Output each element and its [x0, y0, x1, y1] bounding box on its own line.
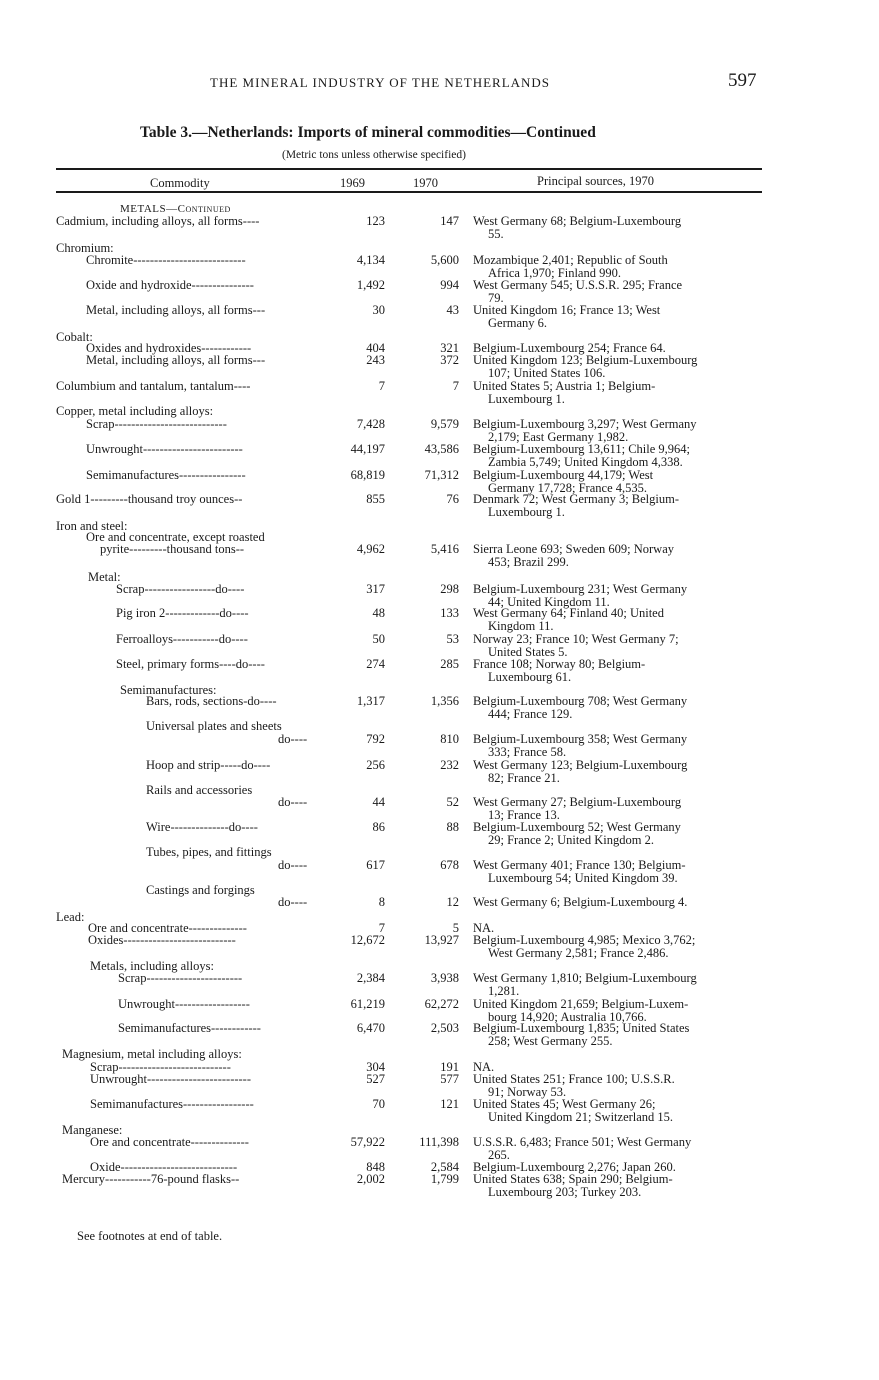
principal-sources [473, 733, 769, 759]
source-line: West Germany 545; U.S.S.R. 295; France [473, 278, 683, 292]
source-line: Luxembourg 1. [488, 505, 565, 519]
source-line: Germany 17,728; France 4,535. [488, 481, 647, 495]
source-line: United Kingdom 123; Belgium-Luxembourg [473, 353, 698, 367]
principal-sources [473, 972, 769, 998]
column-header-principal-sources: Principal sources, 1970 [537, 174, 654, 188]
commodity-label: Ore and concentrate-------------- [90, 1135, 249, 1149]
commodity-label: Bars, rods, sections-do---- [146, 694, 277, 708]
principal-sources [473, 1136, 769, 1162]
principal-sources [473, 354, 769, 380]
source-line: Belgium-Luxembourg 4,985; Mexico 3,762; [473, 933, 696, 947]
value-1969: 243 [366, 353, 385, 367]
value-1970: 13,927 [424, 933, 459, 947]
commodity-label: Hoop and strip-----do---- [146, 758, 271, 772]
value-1969: 50 [372, 632, 385, 646]
commodity-label: Cobalt: [56, 330, 93, 344]
value-1969: 304 [366, 1060, 385, 1074]
commodity-label: Scrap--------------------------- [90, 1060, 231, 1074]
commodity-label: Semimanufactures------------ [118, 1021, 261, 1035]
principal-sources [473, 821, 769, 847]
value-1970: 12 [446, 895, 459, 909]
value-1970: 2,503 [430, 1021, 459, 1035]
principal-sources [473, 418, 769, 444]
source-line: Belgium-Luxembourg 231; West Germany [473, 582, 688, 596]
commodity-label: Oxides and hydroxides------------ [86, 341, 252, 355]
value-1970: 71,312 [424, 468, 459, 482]
value-1969: 123 [366, 214, 385, 228]
source-line: Kingdom 11. [488, 619, 554, 633]
source-line: Mozambique 2,401; Republic of South [473, 253, 668, 267]
commodity-label: Ferroalloys-----------do---- [116, 632, 248, 646]
value-1970: 191 [440, 1060, 459, 1074]
commodity-label: Pig iron 2-------------do---- [116, 606, 249, 620]
commodity-label: Lead: [56, 910, 85, 924]
commodity-label: Metal, including alloys, all forms--- [86, 353, 266, 367]
principal-sources [473, 543, 769, 569]
source-line: 79. [488, 291, 504, 305]
source-line: 13; France 13. [488, 808, 560, 822]
commodity-label: Scrap-----------------do---- [116, 582, 245, 596]
value-1969: 7,428 [356, 417, 385, 431]
column-header-1970: 1970 [413, 176, 438, 190]
value-1969: 527 [366, 1072, 385, 1086]
principal-sources [473, 279, 769, 305]
commodity-label: do---- [278, 858, 308, 872]
principal-sources [473, 859, 769, 885]
source-line: 91; Norway 53. [488, 1085, 567, 1099]
source-line: Belgium-Luxembourg 358; West Germany [473, 732, 688, 746]
value-1970: 7 [452, 379, 459, 393]
source-line: 265. [488, 1148, 510, 1162]
source-line: 29; France 2; United Kingdom 2. [488, 833, 654, 847]
value-1969: 4,134 [356, 253, 385, 267]
principal-sources [473, 304, 769, 330]
footnote-reference: See footnotes at end of table. [77, 1229, 223, 1243]
value-1970: 285 [440, 657, 459, 671]
value-1969: 792 [366, 732, 385, 746]
source-line: NA. [473, 921, 495, 935]
principal-sources [473, 1098, 769, 1124]
principal-sources [473, 896, 769, 909]
value-1970: 76 [446, 492, 459, 506]
source-line: Luxembourg 1. [488, 392, 565, 406]
value-1970: 372 [440, 353, 459, 367]
table-subtitle: (Metric tons unless otherwise specified) [282, 149, 466, 161]
commodity-label: Chromium: [56, 241, 114, 255]
value-1969: 86 [372, 820, 385, 834]
value-1970: 810 [440, 732, 459, 746]
principal-sources [473, 215, 769, 241]
commodity-label: Ore and concentrate-------------- [88, 921, 247, 935]
column-header-1969: 1969 [340, 176, 365, 190]
value-1969: 2,384 [356, 971, 385, 985]
source-line: Belgium-Luxembourg 3,297; West Germany [473, 417, 697, 431]
commodity-label: Manganese: [62, 1123, 123, 1137]
value-1970: 5,600 [430, 253, 459, 267]
value-1969: 2,002 [356, 1172, 385, 1186]
principal-sources [473, 695, 769, 721]
source-line: NA. [473, 1060, 495, 1074]
column-header-commodity: Commodity [150, 176, 210, 190]
commodity-label: Oxides--------------------------- [88, 933, 236, 947]
source-line: Norway 23; France 10; West Germany 7; [473, 632, 679, 646]
commodity-label: Metals, including alloys: [90, 959, 214, 973]
value-1970: 2,584 [430, 1160, 459, 1174]
value-1969: 30 [372, 303, 385, 317]
value-1970: 133 [440, 606, 459, 620]
source-line: United States 45; West Germany 26; [473, 1097, 656, 1111]
value-1970: 53 [446, 632, 459, 646]
principal-sources [473, 607, 769, 633]
value-1970: 298 [440, 582, 459, 596]
value-1970: 5 [452, 921, 459, 935]
value-1969: 1,492 [356, 278, 385, 292]
value-1970: 321 [440, 341, 459, 355]
commodity-label: Unwrought------------------------- [90, 1072, 252, 1086]
source-line: France 108; Norway 80; Belgium- [473, 657, 646, 671]
value-1969: 848 [366, 1160, 385, 1174]
value-1970: 678 [440, 858, 459, 872]
commodity-label: Ore and concentrate, except roasted [86, 530, 265, 544]
value-1970: 3,938 [430, 971, 459, 985]
commodity-label: Tubes, pipes, and fittings [146, 845, 272, 859]
value-1970: 88 [446, 820, 459, 834]
value-1969: 8 [378, 895, 385, 909]
commodity-label: Gold 1---------thousand troy ounces-- [56, 492, 243, 506]
commodity-label: Rails and accessories [146, 783, 253, 797]
source-line: West Germany 123; Belgium-Luxembourg [473, 758, 688, 772]
source-line: United States 638; Spain 290; Belgium- [473, 1172, 673, 1186]
source-line: Belgium-Luxembourg 708; West Germany [473, 694, 688, 708]
commodity-label: Universal plates and sheets [146, 719, 282, 733]
source-line: Belgium-Luxembourg 2,276; Japan 260. [473, 1160, 676, 1174]
commodity-label: Metal: [88, 570, 121, 584]
source-line: United Kingdom 21; Switzerland 15. [488, 1110, 674, 1124]
commodity-label: Metal, including alloys, all forms--- [86, 303, 266, 317]
commodity-label: do---- [278, 732, 308, 746]
commodity-label: Wire--------------do---- [146, 820, 258, 834]
commodity-label: Magnesium, metal including alloys: [62, 1047, 242, 1061]
principal-sources [473, 493, 769, 519]
value-1969: 1,317 [356, 694, 385, 708]
value-1970: 52 [446, 795, 459, 809]
principal-sources [473, 254, 769, 280]
value-1969: 12,672 [350, 933, 385, 947]
principal-sources [473, 1022, 769, 1048]
value-1969: 70 [372, 1097, 385, 1111]
principal-sources [473, 759, 769, 785]
commodity-label: Scrap----------------------- [118, 971, 243, 985]
value-1970: 147 [440, 214, 459, 228]
source-line: Germany 6. [488, 316, 548, 330]
commodity-label: Iron and steel: [56, 519, 128, 533]
commodity-label: Semimanufactures----------------- [90, 1097, 254, 1111]
value-1970: 43 [446, 303, 459, 317]
value-1970: 43,586 [424, 442, 459, 456]
commodity-label: Copper, metal including alloys: [56, 404, 214, 418]
principal-sources [473, 1173, 769, 1199]
value-1969: 61,219 [350, 997, 385, 1011]
commodity-label: pyrite---------thousand tons-- [100, 542, 245, 556]
source-line: U.S.S.R. 6,483; France 501; West Germany [473, 1135, 692, 1149]
source-line: Luxembourg 54; United Kingdom 39. [488, 871, 678, 885]
value-1970: 1,799 [430, 1172, 459, 1186]
source-line: 333; France 58. [488, 745, 567, 759]
value-1970: 5,416 [430, 542, 459, 556]
value-1969: 7 [378, 921, 385, 935]
commodity-label: Semimanufactures: [120, 683, 217, 697]
source-line: Luxembourg 203; Turkey 203. [488, 1185, 642, 1199]
source-line: 258; West Germany 255. [488, 1034, 613, 1048]
principal-sources [473, 633, 769, 659]
value-1969: 855 [366, 492, 385, 506]
commodity-label: Oxide and hydroxide--------------- [86, 278, 254, 292]
source-line: United Kingdom 21,659; Belgium-Luxem- [473, 997, 689, 1011]
commodity-label: Unwrought------------------ [118, 997, 250, 1011]
value-1969: 48 [372, 606, 385, 620]
commodity-label: do---- [278, 895, 308, 909]
value-1969: 617 [366, 858, 385, 872]
principal-sources [473, 934, 769, 960]
value-1969: 68,819 [350, 468, 385, 482]
principal-sources [473, 658, 769, 684]
commodity-label: METALS—Continued [120, 203, 231, 215]
value-1970: 111,398 [419, 1135, 459, 1149]
source-line: West Germany 68; Belgium-Luxembourg [473, 214, 682, 228]
source-line: 107; United States 106. [488, 366, 606, 380]
value-1970: 232 [440, 758, 459, 772]
commodity-label: Scrap--------------------------- [86, 417, 227, 431]
source-line: West Germany 401; France 130; Belgium- [473, 858, 686, 872]
principal-sources [473, 1073, 769, 1099]
source-line: 55. [488, 227, 504, 241]
page-number: 597 [728, 70, 757, 91]
source-line: Denmark 72; West Germany 3; Belgium- [473, 492, 680, 506]
source-line: Zambia 5,749; United Kingdom 4,338. [488, 455, 683, 469]
commodity-label: do---- [278, 795, 308, 809]
value-1969: 44,197 [350, 442, 385, 456]
principal-sources [473, 380, 769, 406]
value-1969: 274 [366, 657, 385, 671]
value-1970: 62,272 [424, 997, 459, 1011]
value-1969: 7 [378, 379, 385, 393]
principal-sources [473, 796, 769, 822]
commodity-label: Steel, primary forms----do---- [116, 657, 265, 671]
source-line: 82; France 21. [488, 771, 560, 785]
source-line: Luxembourg 61. [488, 670, 572, 684]
value-1969: 256 [366, 758, 385, 772]
source-line: bourg 14,920; Australia 10,766. [488, 1010, 647, 1024]
value-1969: 57,922 [350, 1135, 385, 1149]
source-line: 444; France 129. [488, 707, 573, 721]
source-line: 453; Brazil 299. [488, 555, 569, 569]
source-line: United Kingdom 16; France 13; West [473, 303, 661, 317]
source-line: Belgium-Luxembourg 13,611; Chile 9,964; [473, 442, 690, 456]
value-1970: 121 [440, 1097, 459, 1111]
running-title: THE MINERAL INDUSTRY OF THE NETHERLANDS [210, 75, 551, 90]
commodity-label: Unwrought------------------------ [86, 442, 243, 456]
source-line: West Germany 2,581; France 2,486. [488, 946, 669, 960]
source-line: Africa 1,970; Finland 990. [488, 266, 621, 280]
value-1969: 317 [366, 582, 385, 596]
source-line: Belgium-Luxembourg 1,835; United States [473, 1021, 690, 1035]
commodity-label: Castings and forgings [146, 883, 255, 897]
source-line: United States 5; Austria 1; Belgium- [473, 379, 656, 393]
commodity-label: Semimanufactures---------------- [86, 468, 246, 482]
commodity-label: Cadmium, including alloys, all forms---- [56, 214, 260, 228]
value-1970: 577 [440, 1072, 459, 1086]
source-line: Belgium-Luxembourg 44,179; West [473, 468, 654, 482]
source-line: 2,179; East Germany 1,982. [488, 430, 629, 444]
source-line: West Germany 27; Belgium-Luxembourg [473, 795, 682, 809]
source-line: West Germany 1,810; Belgium-Luxembourg [473, 971, 697, 985]
table-title: Table 3.—Netherlands: Imports of mineral commodities—Continued [140, 124, 596, 141]
source-line: 1,281. [488, 984, 520, 998]
value-1970: 9,579 [430, 417, 459, 431]
commodity-label: Chromite--------------------------- [86, 253, 246, 267]
source-line: United States 251; France 100; U.S.S.R. [473, 1072, 675, 1086]
value-1969: 4,962 [356, 542, 385, 556]
principal-sources [473, 443, 769, 469]
commodity-label: Mercury-----------76-pound flasks-- [62, 1172, 240, 1186]
source-line: United States 5. [488, 645, 568, 659]
source-line: Belgium-Luxembourg 254; France 64. [473, 341, 666, 355]
value-1970: 1,356 [430, 694, 459, 708]
value-1969: 44 [372, 795, 385, 809]
commodity-label: Oxide---------------------------- [90, 1160, 238, 1174]
value-1969: 404 [366, 341, 385, 355]
source-line: West Germany 64; Finland 40; United [473, 606, 664, 620]
value-1970: 994 [440, 278, 459, 292]
source-line: Belgium-Luxembourg 52; West Germany [473, 820, 681, 834]
source-line: West Germany 6; Belgium-Luxembourg 4. [473, 895, 688, 909]
source-line: 44; United Kingdom 11. [488, 595, 610, 609]
value-1969: 6,470 [356, 1021, 385, 1035]
source-line: Sierra Leone 693; Sweden 609; Norway [473, 542, 674, 556]
commodity-label: Columbium and tantalum, tantalum---- [56, 379, 251, 393]
